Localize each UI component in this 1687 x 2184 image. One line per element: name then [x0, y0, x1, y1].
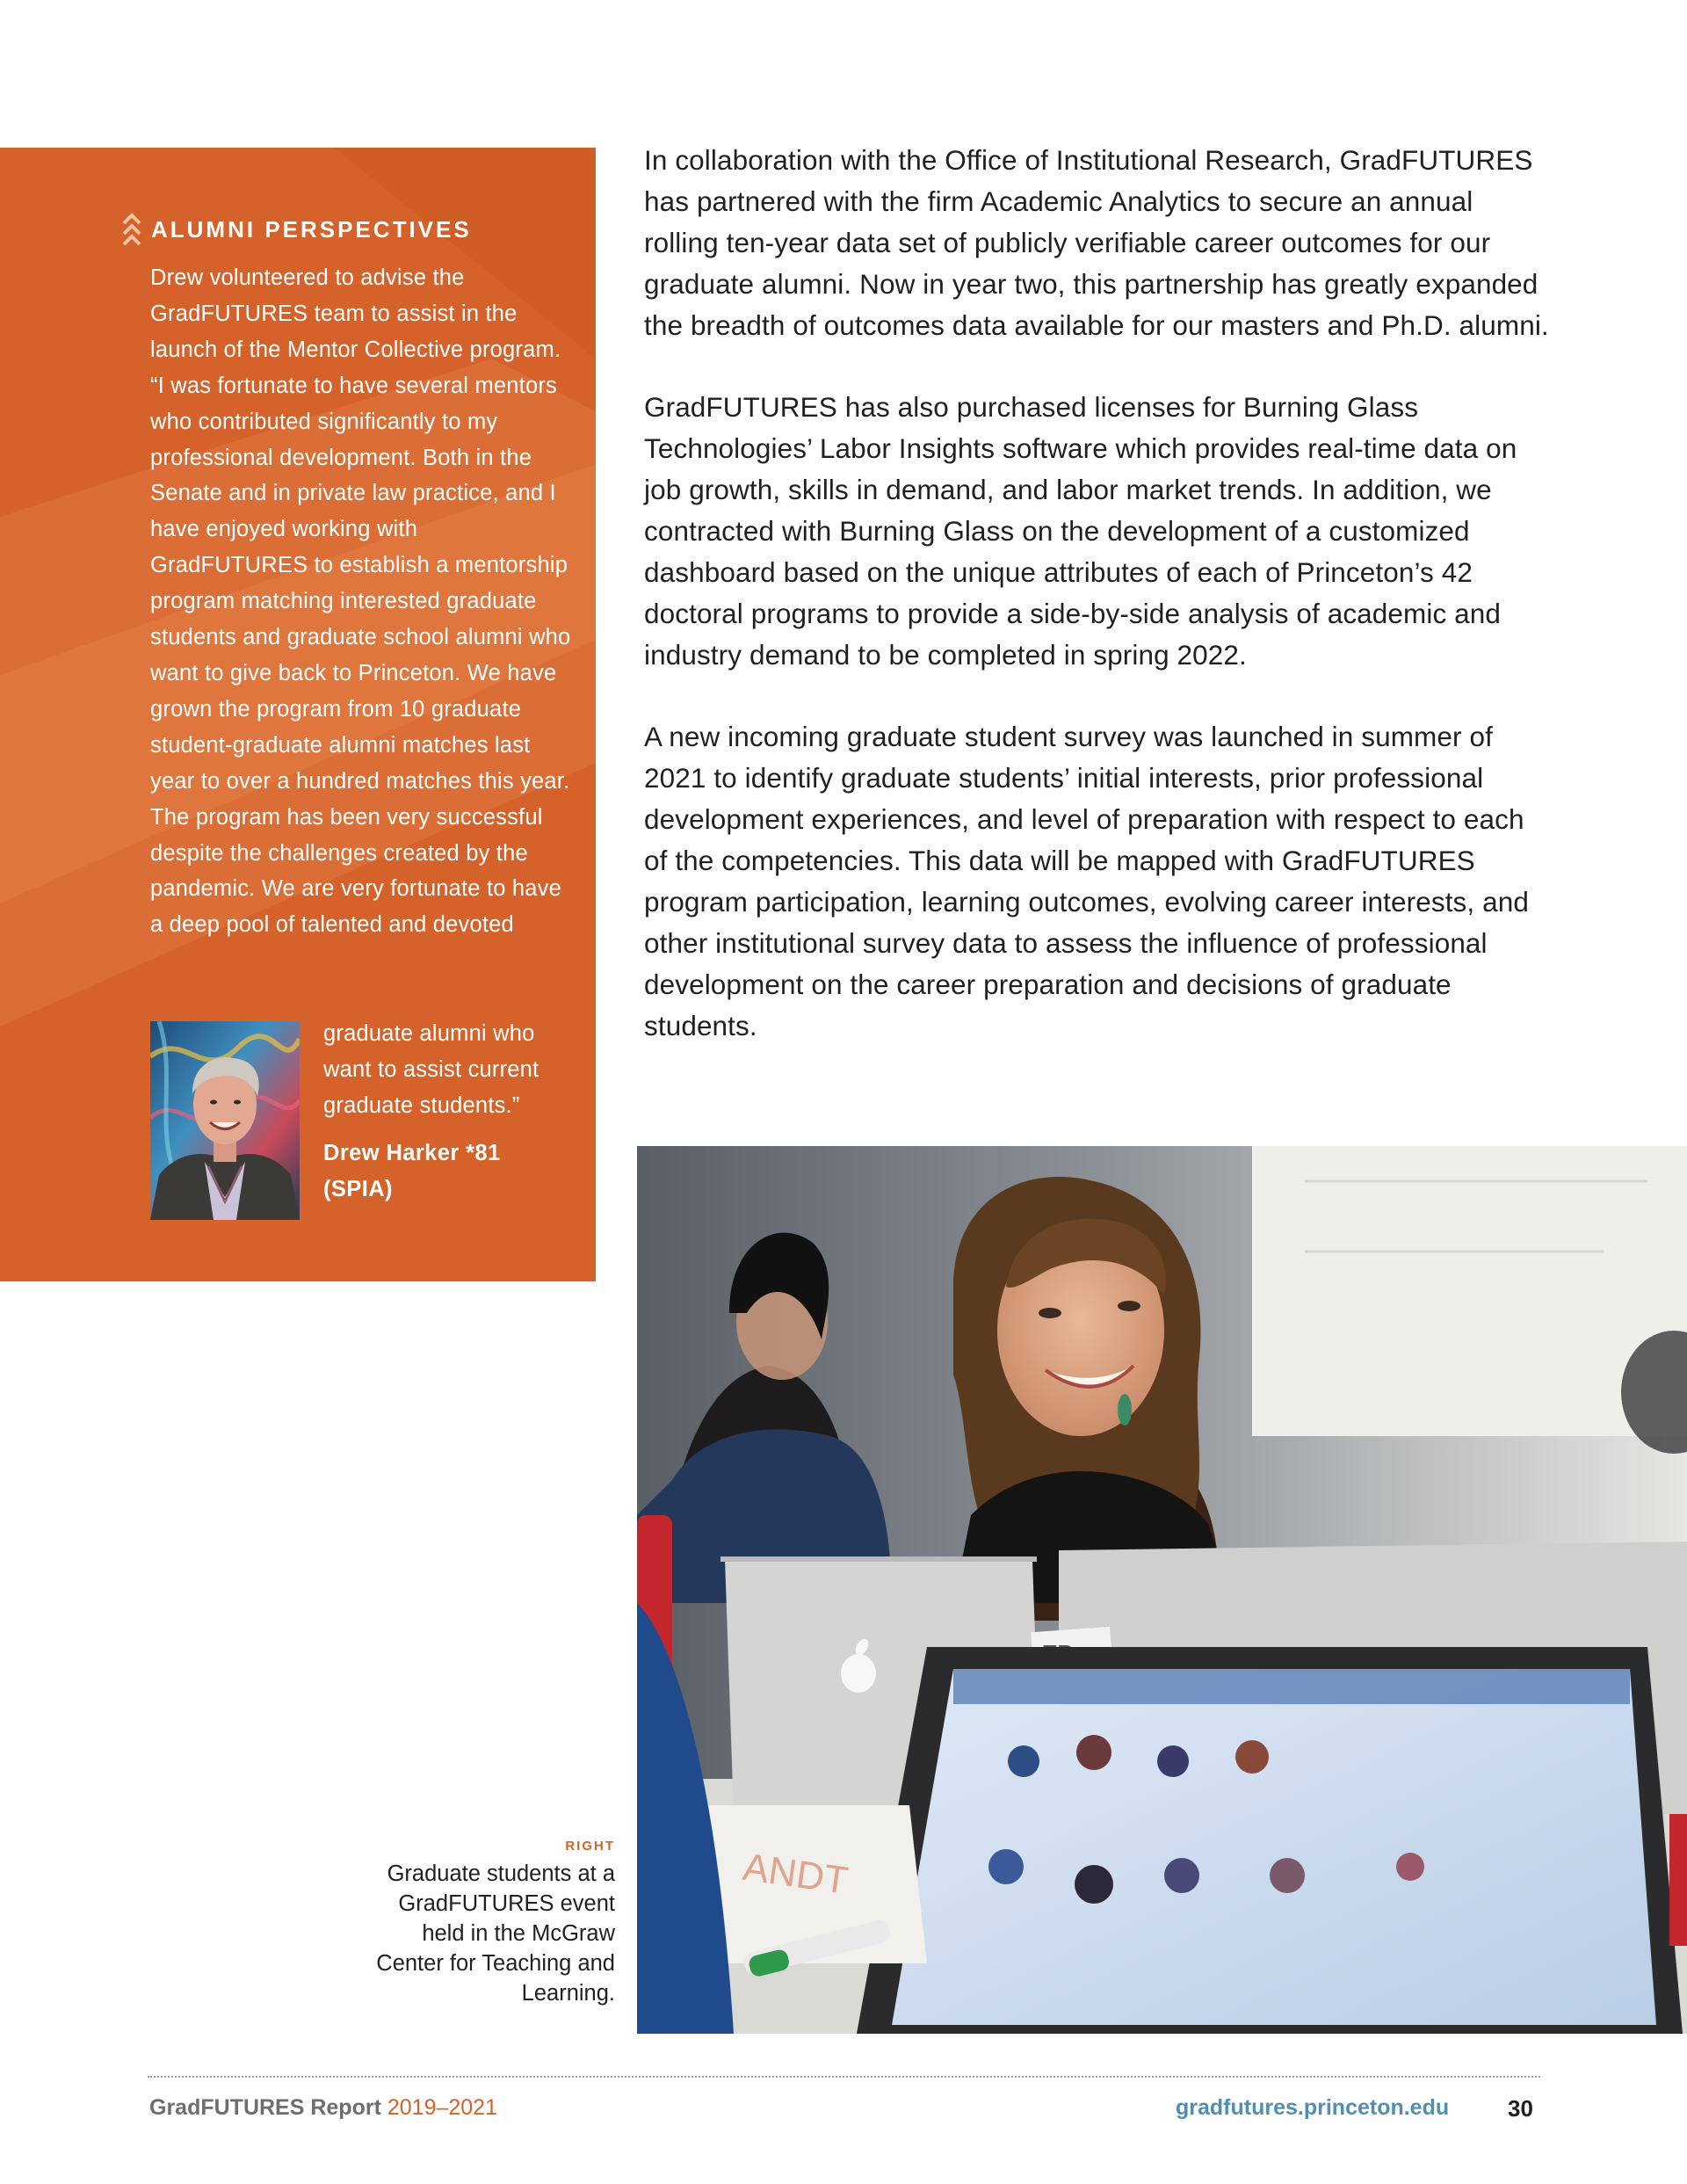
- caption-label: RIGHT: [565, 1839, 615, 1854]
- sidebar-heading-row: [121, 211, 578, 264]
- alumni-perspectives-sidebar: [0, 148, 596, 1281]
- chevron-up-icon: [121, 211, 142, 248]
- body-paragraph: A new incoming graduate student survey was launched in summer of 2021 to identify graduate students’ initial interests, prior professional development experiences, and level of preparation with respect to each of the competencies. This data will be mapped with GradFUTURES program participation, learning outcomes, evolving career interests, and other institutional survey data to assess the influence of professional development on the career preparation and decisions of graduate students.: [644, 721, 1529, 1041]
- body-paragraph: GradFUTURES has also purchased licenses for Burning Glass Technologies’ Labor Insights software which provides real-time data on job growth, skills in demand, and labor market trends. In addition, we contracted with Burning Glass on the development of a customized dashboard based on the unique attributes of each of Princeton’s 42 doctoral programs to provide a side-by-side analysis of academic and industry demand to be completed in spring 2022.: [644, 391, 1517, 671]
- quote-attribution: [323, 1136, 587, 1208]
- photo-caption: [369, 1839, 615, 2008]
- attribution-name: Drew Harker *81: [323, 1141, 501, 1165]
- alumni-quote-end: graduate alumni who want to assist current graduate students.”: [323, 1021, 539, 1118]
- report-years: 2019–2021: [387, 2095, 497, 2120]
- alumni-quote: Drew volunteered to advise the GradFUTURES team to assist in the launch of the Mentor Collective program. “I was fortunate to have several mentors who contributed significantly to my professional development. Both in the Senate and in private law practice, and I have enjoyed working with GradFUTURES to establish a mentorship program matching interested graduate students and graduate school alumni who want to give back to Princeton. We have grown the program from 10 graduate student-graduate alumni matches last year to over a hundred matches this year. The program has been very successful despite the challenges created by the pandemic. We are very fortunate to have a deep pool of talented and devoted: [150, 265, 571, 938]
- footer-divider: [148, 2076, 1540, 2078]
- footer-url-link[interactable]: gradfutures.princeton.edu: [1176, 2095, 1450, 2120]
- main-body-text: [644, 140, 1549, 1087]
- footer-report-title: [149, 2095, 497, 2121]
- event-photo: [637, 1146, 1687, 2034]
- body-paragraph: In collaboration with the Office of Institutional Research, GradFUTURES has partnered with the firm Academic Analytics to secure an annual rolling ten-year data set of publicly verifiable career outcomes for our graduate alumni. Now in year two, this partnership has greatly expanded the breadth of outcomes data available for our masters and Ph.D. alumni.: [644, 144, 1549, 341]
- alumni-portrait: [150, 1021, 300, 1220]
- report-title: GradFUTURES Report: [149, 2095, 381, 2120]
- caption-text: Graduate students at a GradFUTURES event held in the McGraw Center for Teaching and Learning.: [376, 1861, 615, 2006]
- attribution-school: (SPIA): [323, 1177, 393, 1201]
- tent-card-text: ANDT: [740, 1845, 851, 1903]
- sidebar-heading: ALUMNI PERSPECTIVES: [151, 215, 472, 243]
- page-number: 30: [1508, 2095, 1533, 2122]
